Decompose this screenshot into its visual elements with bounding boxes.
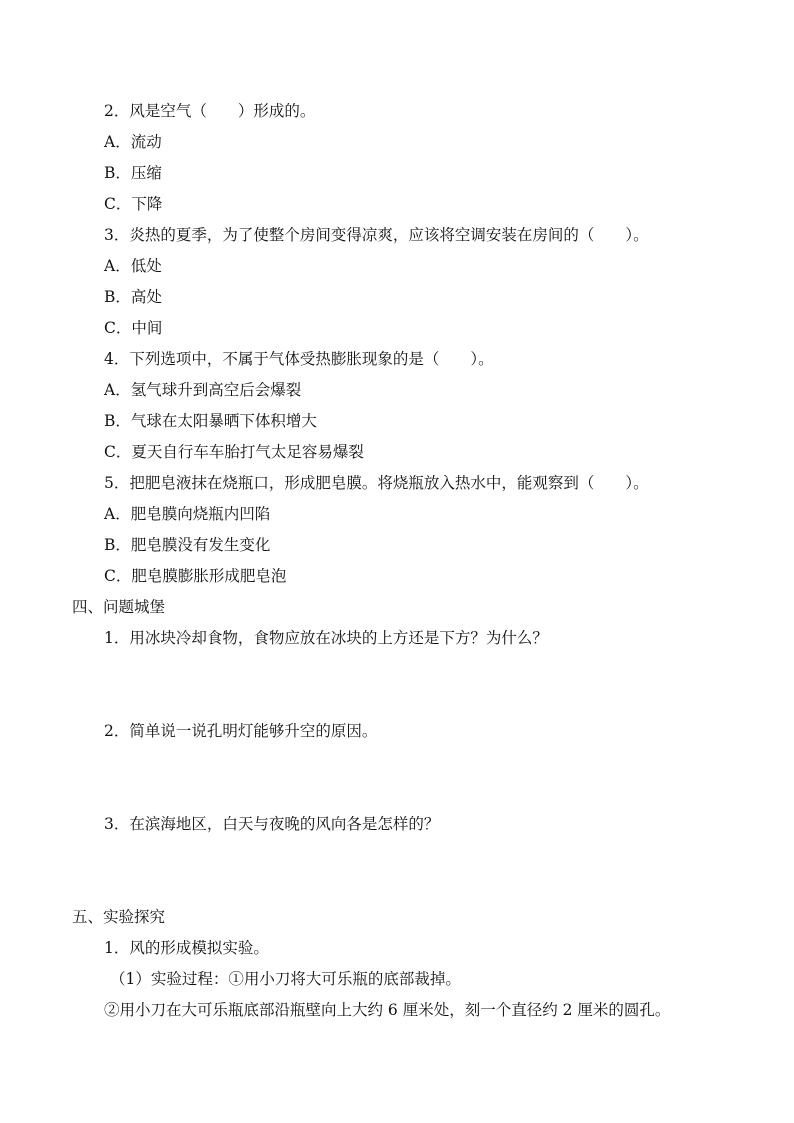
experiment-step-2: ②用小刀在大可乐瓶底部沿瓶壁向上大约 6 厘米处，刻一个直径约 2 厘米的圆孔。: [104, 1001, 671, 1019]
q3-option-a: A．低处: [104, 257, 162, 275]
q2-option-c: C．下降: [104, 195, 163, 213]
section-4-question-3: 3．在滨海地区，白天与夜晚的风向各是怎样的？: [104, 815, 440, 833]
q5-option-a: A．肥皂膜向烧瓶内凹陷: [104, 505, 271, 523]
q2-option-b: B．压缩: [104, 164, 162, 182]
question-4: 4．下列选项中，不属于气体受热膨胀现象的是（ ）。: [104, 350, 494, 368]
question-5: 5．把肥皂液抹在烧瓶口，形成肥皂膜。将烧瓶放入热水中，能观察到（ ）。: [104, 474, 649, 492]
q3-option-c: C．中间: [104, 319, 163, 337]
question-2: 2．风是空气（ ）形成的。: [104, 102, 316, 120]
section-5-question-1: 1．风的形成模拟实验。: [104, 939, 269, 957]
q4-option-c: C．夏天自行车车胎打气太足容易爆裂: [104, 443, 364, 461]
section-4-question-1: 1．用冰块冷却食物，食物应放在冰块的上方还是下方？为什么？: [104, 629, 548, 647]
q4-option-a: A．氢气球升到高空后会爆裂: [104, 381, 302, 399]
q5-option-c: C．肥皂膜膨胀形成肥皂泡: [104, 567, 287, 585]
q4-option-b: B．气球在太阳暴晒下体积增大: [104, 412, 317, 430]
experiment-step-1: （1）实验过程：①用小刀将大可乐瓶的底部裁掉。: [110, 970, 461, 988]
q2-option-a: A．流动: [104, 133, 162, 151]
section-4-title: 四、问题城堡: [72, 598, 166, 616]
question-3: 3．炎热的夏季，为了使整个房间变得凉爽，应该将空调安装在房间的（ ）。: [104, 226, 649, 244]
q5-option-b: B．肥皂膜没有发生变化: [104, 536, 271, 554]
section-5-title: 五、实验探究: [72, 908, 166, 926]
q3-option-b: B．高处: [104, 288, 162, 306]
section-4-question-2: 2．简单说一说孔明灯能够升空的原因。: [104, 722, 378, 740]
